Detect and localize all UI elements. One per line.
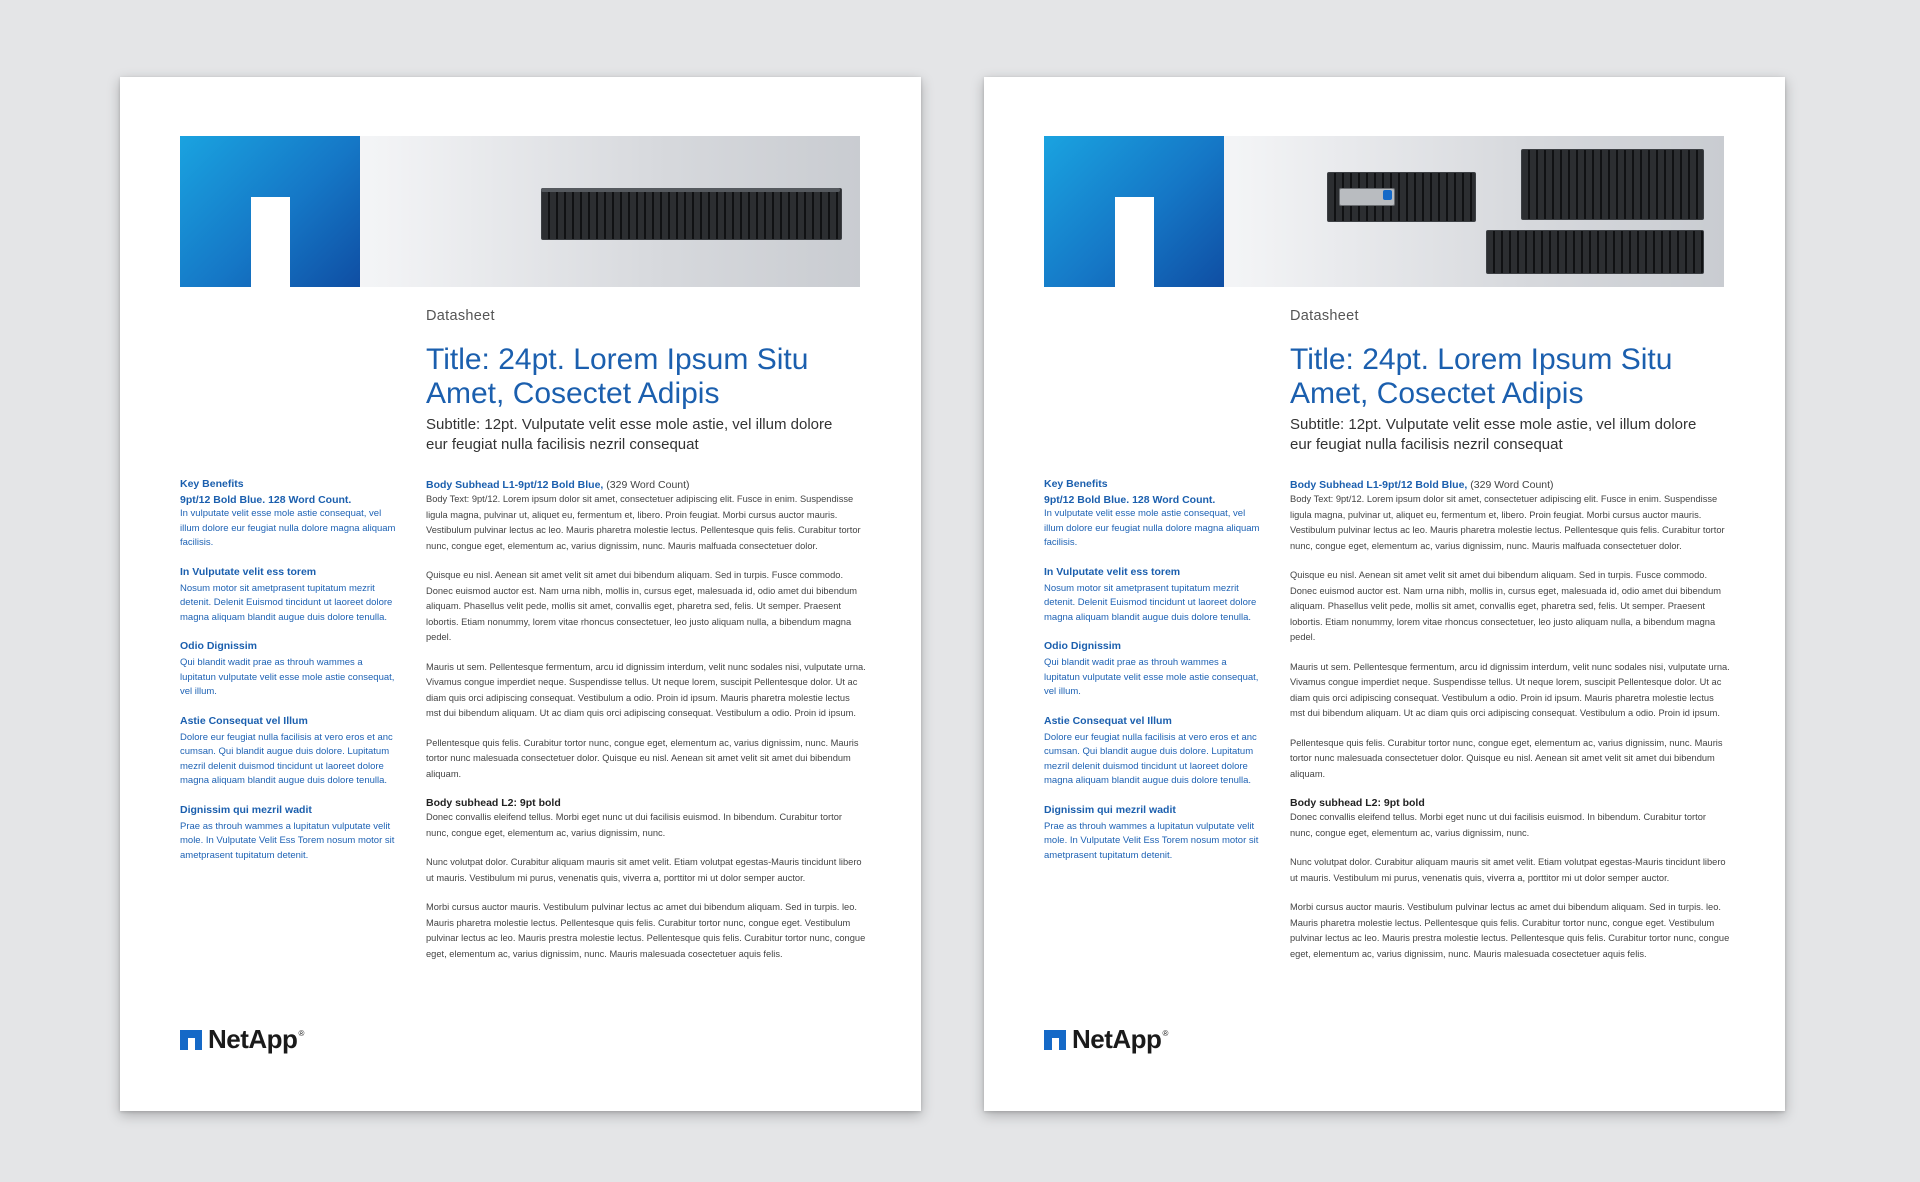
body-paragraph: Donec convallis eleifend tellus. Morbi eget nunc ut dui facilisis euismod. In bibendum. Curabitur tortor nunc, congue eget, elementum ac, varius dignissim, nunc. xyxy=(1290,812,1706,838)
body-paragraph: Quisque eu nisl. Aenean sit amet velit sit amet dui bibendum aliquam. Sed in turpis. Fusce commodo. Donec euismod auctor est. Nam urna nibh, mollis in, cursus eget, malesuada id, odio amet dui bibendum aliquam. Phasellus velit pede, mollis sit amet, convallis eget, pharetra sed, felis. Ut semper. Praesent lobortis. Etiam nonummy, lorem vitae rhoncus consectetuer, leo justo aliquam nulla, a bibendum magna pedel. xyxy=(426,570,857,642)
netapp-mark-icon xyxy=(1044,1030,1066,1050)
body-subhead-l1-text: Body Subhead L1-9pt/12 Bold Blue, xyxy=(426,479,604,491)
storage-array-bezel xyxy=(541,188,840,192)
netapp-brand-logo xyxy=(1044,1024,1168,1055)
sidebar-text: Prae as throuh wammes a lupitatun vulputate velit mole. In Vulputate Velit Ess Torem nosum motor sit ametprasent tupitatum detenit. xyxy=(1044,820,1259,861)
sidebar-heading: Key Benefits xyxy=(180,478,244,490)
sidebar-text: Dolore eur feugiat nulla facilisis at vero eros et anc cumsan. Qui blandit augue duis dolore. Lupitatum mezril delenit duismod tincidunt ut laoreet dolore magna aliquam blandit augue duis dolore tenulla. xyxy=(1044,731,1257,786)
body-subhead-l1 xyxy=(1290,478,1730,492)
body-paragraph: Mauris ut sem. Pellentesque fermentum, arcu id dignissim interdum, velit nunc sodales nisi, vulputate urna. Vivamus congue imperdiet neque. Suspendisse tellus. Ut neque lorem, suscipit Pellentesque dolor. Ut ac diam quis orci adipiscing consequat. Vestibulum a odio. Proin id ipsum. Mauris pharetra molestie lectus mst dui bibendum aliquam. Ut ac diam quis orci adipiscing consequat. Vestibulum a odio. Proin id ipsum. xyxy=(426,661,866,718)
disk-shelf-image xyxy=(1486,230,1704,274)
page-subtitle: Subtitle: 12pt. Vulputate velit esse mole astie, vel illum dolore eur feugiat nulla facilisis nezril consequat xyxy=(426,416,833,453)
datasheet-label: Datasheet xyxy=(1290,308,1359,324)
sidebar-heading: In Vulputate velit ess torem xyxy=(1044,565,1181,578)
sidebar-text: In vulputate velit esse mole astie consequat, vel illum dolore eur feugiat nulla dolore magna aliquam facilisis. xyxy=(1044,508,1260,548)
registered-mark: ® xyxy=(1162,1029,1169,1038)
page-subtitle: Subtitle: 12pt. Vulputate velit esse mole astie, vel illum dolore eur feugiat nulla facilisis nezril consequat xyxy=(1290,416,1697,453)
body-paragraph: Pellentesque quis felis. Curabitur tortor nunc, congue eget, elementum ac, varius dignissim, nunc. Mauris tortor nunc malesuada consectetuer dolor. Quisque eu nisl. Aenean sit amet velit sit amet dui bibendum aliquam. xyxy=(1290,737,1723,779)
word-count: (329 Word Count) xyxy=(606,479,690,491)
hero-banner xyxy=(1044,136,1724,287)
netapp-mark-icon xyxy=(180,1030,202,1050)
sidebar-heading: Odio Dignissim xyxy=(180,640,258,652)
sidebar-text: Dolore eur feugiat nulla facilisis at vero eros et anc cumsan. Qui blandit augue duis dolore. Lupitatum mezril delenit duismod tincidunt ut laoreet dolore magna aliquam blandit augue duis dolore tenulla. xyxy=(180,731,393,786)
body-paragraph: Morbi cursus auctor mauris. Vestibulum pulvinar lectus ac amet dui bibendum aliquam. Sed in turpis. leo. Mauris pharetra molestie lectus. Pellentesque quis felis. Curabitur tortor nunc, congue eget. Vestibulum pulvinar lectus ac leo. Mauris prestra molestie lectus. Pellentesque quis felis. Curabitur tortor nunc, congue eget, elementum ac, varius dignissim, nunc. Mauris malesuada cosectetuer aquis felis. xyxy=(1290,902,1730,959)
datasheet-page-2 xyxy=(984,77,1785,1111)
page-title: Title: 24pt. Lorem Ipsum Situ Amet, Cosectet Adipis xyxy=(426,343,809,410)
body-subhead-l1 xyxy=(426,478,866,492)
netapp-brand-logo xyxy=(180,1024,304,1055)
sidebar-heading: Astie Consequat vel Illum xyxy=(1044,714,1172,727)
datasheet-page-1 xyxy=(120,77,921,1111)
body-subhead-l2: Body subhead L2: 9pt bold xyxy=(426,797,561,809)
brand-wordmark: NetApp xyxy=(208,1024,298,1054)
sidebar-heading: Astie Consequat vel Illum xyxy=(180,714,308,727)
word-count: (329 Word Count) xyxy=(1470,479,1554,491)
storage-array-image xyxy=(541,188,842,240)
sidebar-heading: Dignissim qui mezril wadit xyxy=(180,803,312,816)
body-paragraph: Nunc volutpat dolor. Curabitur aliquam mauris sit amet velit. Etiam volutpat egestas-Mauris tincidunt libero ut mauris. Vestibulum mi purus, venenatis quis, viverra a, porttitor mi ut dolor semper auctor. xyxy=(1290,857,1726,883)
netapp-logo-block xyxy=(180,136,360,287)
brand-wordmark: NetApp xyxy=(1072,1024,1162,1054)
datasheet-label: Datasheet xyxy=(426,308,495,324)
sidebar-text: Qui blandit wadit prae as throuh wammes a lupitatun vulputate velit esse mole astie consequat, vel illum. xyxy=(1044,657,1259,697)
disk-shelf-image xyxy=(1521,149,1704,220)
body-subhead-l1-text: Body Subhead L1-9pt/12 Bold Blue, xyxy=(1290,479,1468,491)
controller-badge xyxy=(1383,190,1392,200)
logo-notch xyxy=(1115,197,1154,287)
sidebar-heading: In Vulputate velit ess torem xyxy=(180,565,317,578)
sidebar-text: Prae as throuh wammes a lupitatun vulputate velit mole. In Vulputate Velit Ess Torem nosum motor sit ametprasent tupitatum detenit. xyxy=(180,820,395,861)
sidebar-heading: Odio Dignissim xyxy=(1044,640,1122,652)
body-paragraph: Nunc volutpat dolor. Curabitur aliquam mauris sit amet velit. Etiam volutpat egestas-Mauris tincidunt libero ut mauris. Vestibulum mi purus, venenatis quis, viverra a, porttitor mi ut dolor semper auctor. xyxy=(426,857,862,883)
logo-notch xyxy=(251,197,290,287)
body-column xyxy=(1290,478,1730,976)
body-paragraph: Pellentesque quis felis. Curabitur tortor nunc, congue eget, elementum ac, varius dignissim, nunc. Mauris tortor nunc malesuada consectetuer dolor. Quisque eu nisl. Aenean sit amet velit sit amet dui bibendum aliquam. xyxy=(426,737,859,779)
netapp-logo-block xyxy=(1044,136,1224,287)
sidebar-subheading: 9pt/12 Bold Blue. 128 Word Count. xyxy=(1044,494,1216,506)
registered-mark: ® xyxy=(298,1029,305,1038)
sidebar-text: Nosum motor sit ametprasent tupitatum mezrit detenit. Delenit Euismod tincidunt ut laoreet dolore magna aliquam blandit augue duis dolore tenulla. xyxy=(180,582,393,623)
key-benefits-sidebar xyxy=(1044,478,1262,878)
sidebar-subheading: 9pt/12 Bold Blue. 128 Word Count. xyxy=(180,494,352,506)
sidebar-text: Nosum motor sit ametprasent tupitatum mezrit detenit. Delenit Euismod tincidunt ut laoreet dolore magna aliquam blandit augue duis dolore tenulla. xyxy=(1044,582,1257,623)
key-benefits-sidebar xyxy=(180,478,398,878)
page-title: Title: 24pt. Lorem Ipsum Situ Amet, Cosectet Adipis xyxy=(1290,343,1673,410)
body-paragraph: Donec convallis eleifend tellus. Morbi eget nunc ut dui facilisis euismod. In bibendum. Curabitur tortor nunc, congue eget, elementum ac, varius dignissim, nunc. xyxy=(426,812,842,838)
sidebar-text: In vulputate velit esse mole astie consequat, vel illum dolore eur feugiat nulla dolore magna aliquam facilisis. xyxy=(180,508,396,548)
sidebar-heading: Dignissim qui mezril wadit xyxy=(1044,803,1176,816)
body-paragraph: Mauris ut sem. Pellentesque fermentum, arcu id dignissim interdum, velit nunc sodales nisi, vulputate urna. Vivamus congue imperdiet neque. Suspendisse tellus. Ut neque lorem, suscipit Pellentesque dolor. Ut ac diam quis orci adipiscing consequat. Vestibulum a odio. Proin id ipsum. Mauris pharetra molestie lectus mst dui bibendum aliquam. Ut ac diam quis orci adipiscing consequat. Vestibulum a odio. Proin id ipsum. xyxy=(1290,661,1730,718)
sidebar-heading: Key Benefits xyxy=(1044,478,1108,490)
body-paragraph: Morbi cursus auctor mauris. Vestibulum pulvinar lectus ac amet dui bibendum aliquam. Sed in turpis. leo. Mauris pharetra molestie lectus. Pellentesque quis felis. Curabitur tortor nunc, congue eget. Vestibulum pulvinar lectus ac leo. Mauris prestra molestie lectus. Pellentesque quis felis. Curabitur tortor nunc, congue eget, elementum ac, varius dignissim, nunc. Mauris malesuada cosectetuer aquis felis. xyxy=(426,902,866,959)
body-paragraph: Body Text: 9pt/12. Lorem ipsum dolor sit amet, consectetuer adipiscing elit. Fusce in enim. Suspendisse ligula magna, pulvinar ut, aliquet eu, fermentum et, libero. Proin feugiat. Morbi cursus auctor mauris. Vestibulum pulvinar lectus ac leo. Mauris pharetra molestie lectus. Pellentesque quis felis. Curabitur tortor nunc, congue eget, elementum ac, varius dignissim, nunc. Mauris malfuada consectetuer dolor. xyxy=(1290,494,1725,551)
body-column xyxy=(426,478,866,976)
body-subhead-l2: Body subhead L2: 9pt bold xyxy=(1290,797,1425,809)
body-paragraph: Body Text: 9pt/12. Lorem ipsum dolor sit amet, consectetuer adipiscing elit. Fusce in enim. Suspendisse ligula magna, pulvinar ut, aliquet eu, fermentum et, libero. Proin feugiat. Morbi cursus auctor mauris. Vestibulum pulvinar lectus ac leo. Mauris pharetra molestie lectus. Pellentesque quis felis. Curabitur tortor nunc, congue eget, elementum ac, varius dignissim, nunc. Mauris malfuada consectetuer dolor. xyxy=(426,494,861,551)
hero-banner xyxy=(180,136,860,287)
body-paragraph: Quisque eu nisl. Aenean sit amet velit sit amet dui bibendum aliquam. Sed in turpis. Fusce commodo. Donec euismod auctor est. Nam urna nibh, mollis in, cursus eget, malesuada id, odio amet dui bibendum aliquam. Phasellus velit pede, mollis sit amet, convallis eget, pharetra sed, felis. Ut semper. Praesent lobortis. Etiam nonummy, lorem vitae rhoncus consectetuer, leo justo aliquam nulla, a bibendum magna pedel. xyxy=(1290,570,1721,642)
sidebar-text: Qui blandit wadit prae as throuh wammes a lupitatun vulputate velit esse mole astie consequat, vel illum. xyxy=(180,657,395,697)
